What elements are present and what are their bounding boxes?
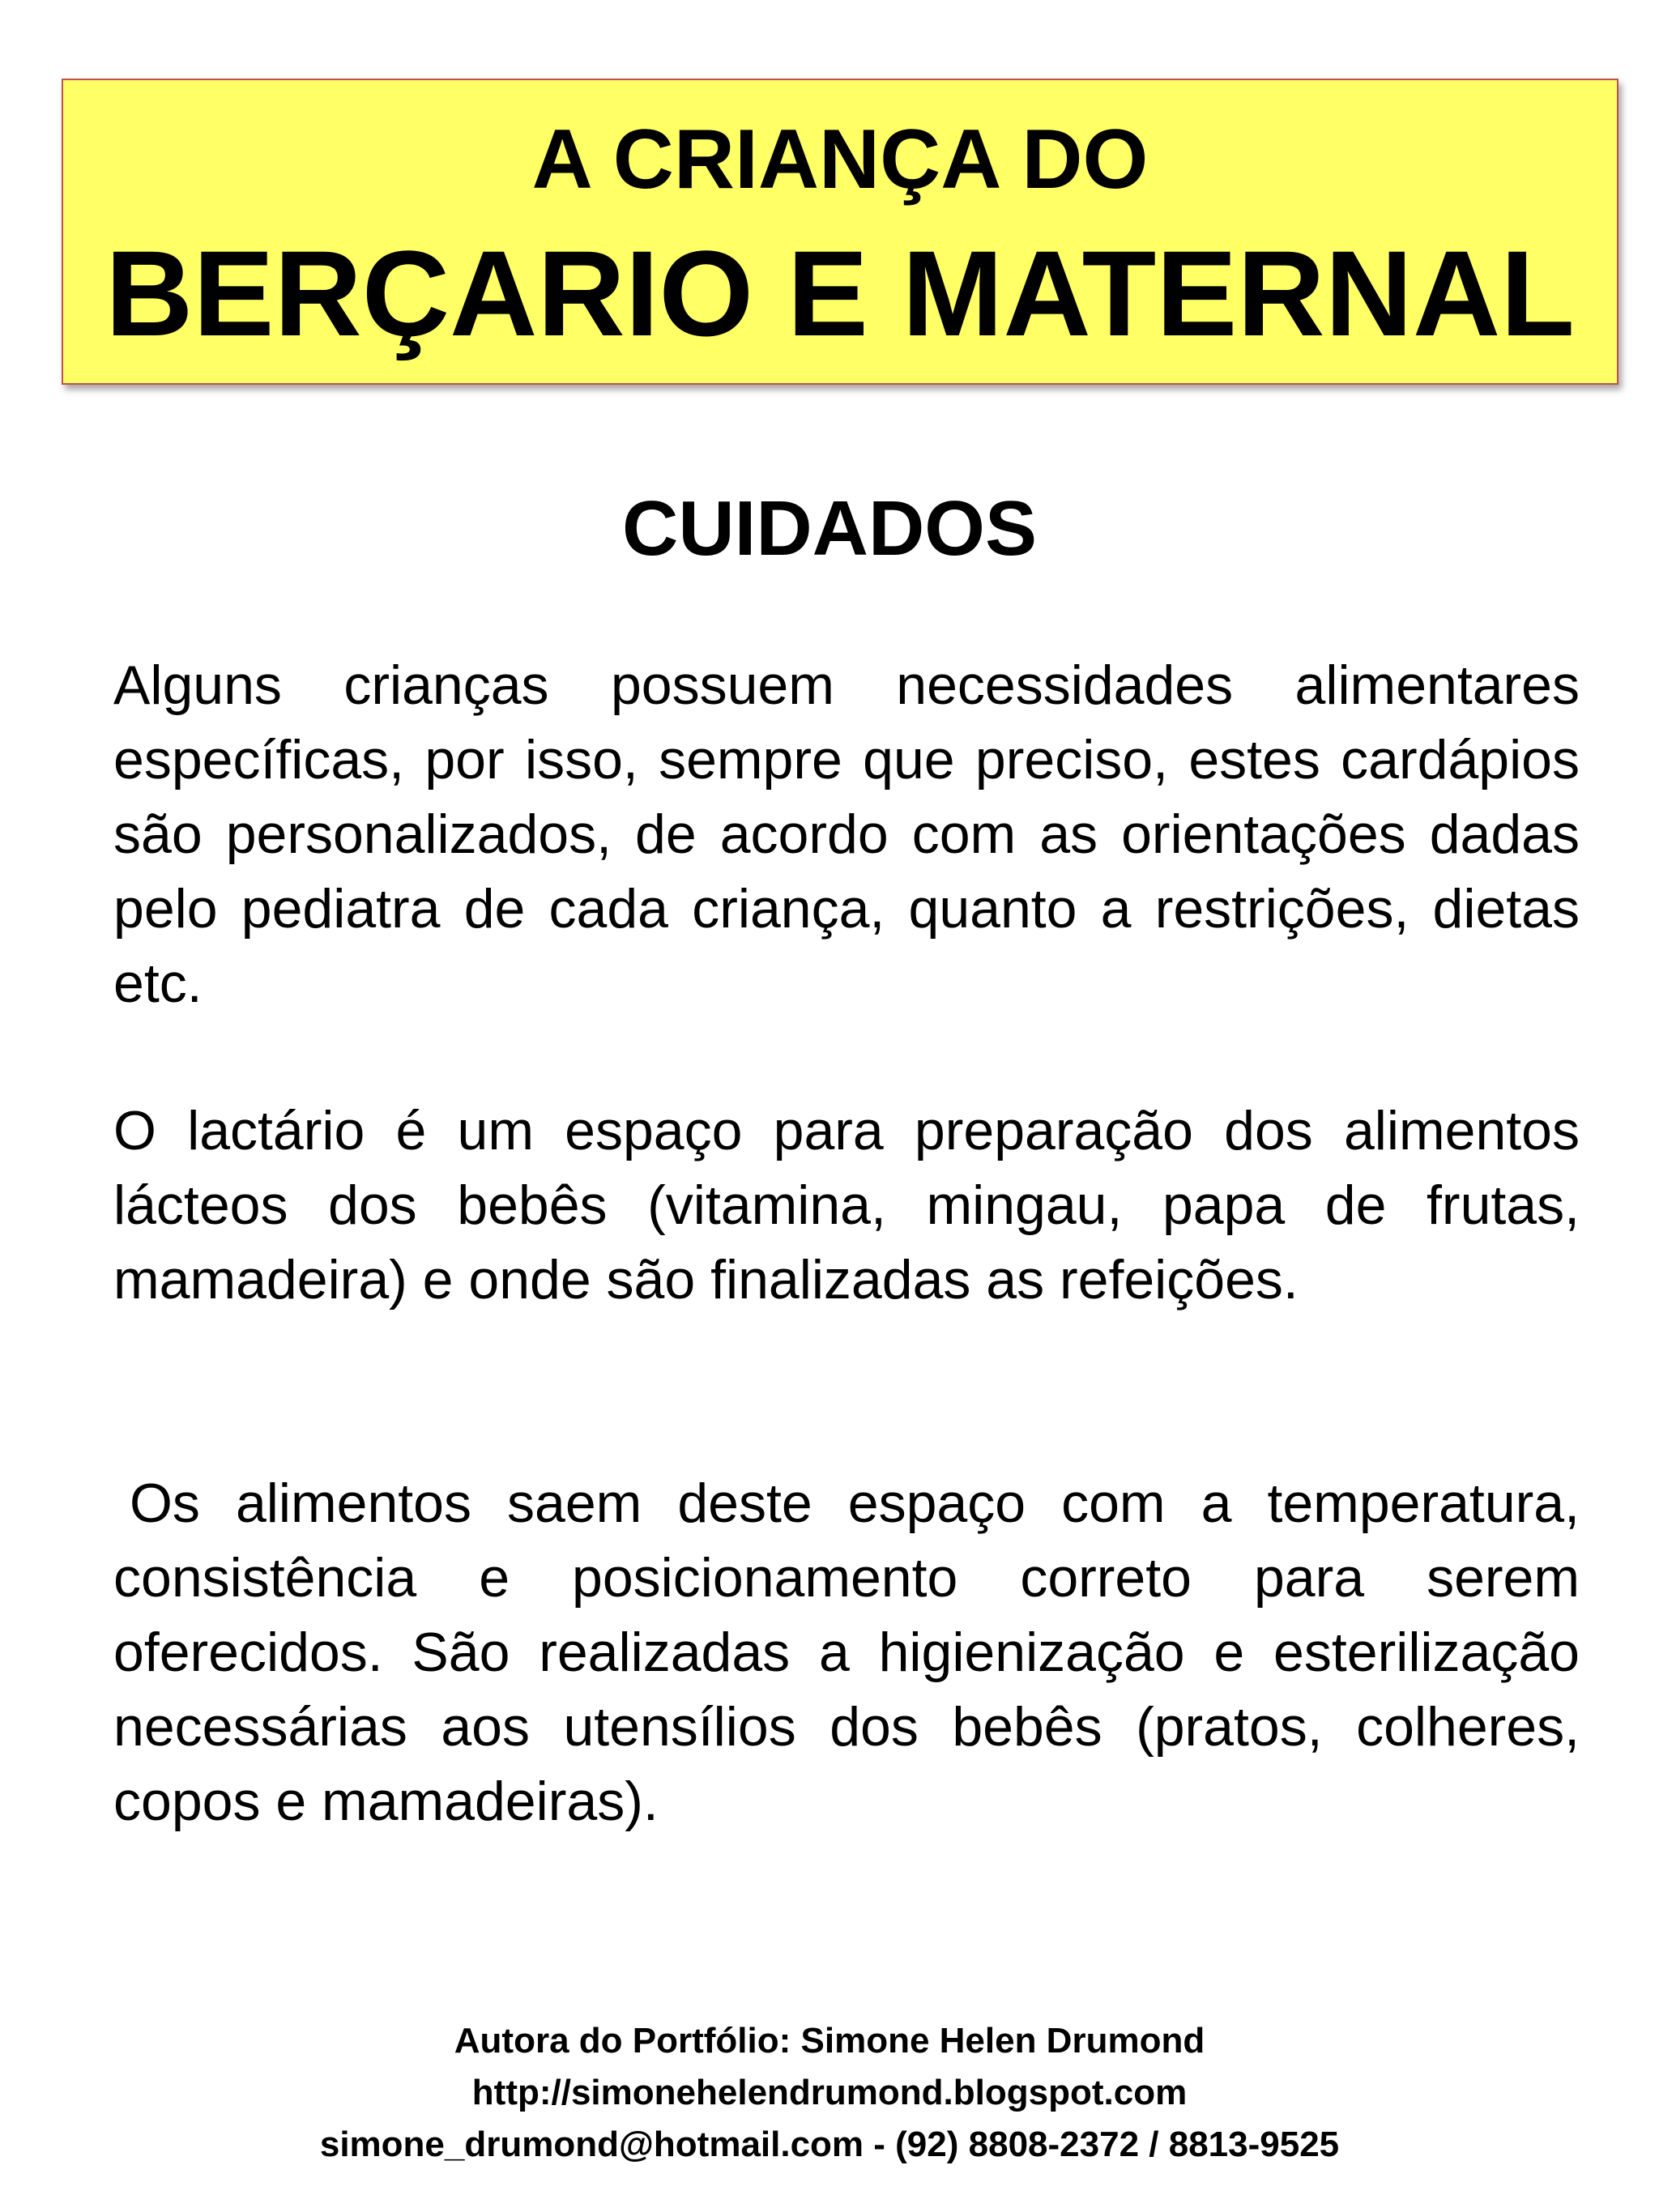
paragraph-lactario: O lactário é um espaço para preparação dos alimentos lácteos dos bebês (vitamina, mingau, papa de frutas, mamadeira) e onde são finalizadas as refeições. [113, 1100, 1580, 1311]
footer [0, 2015, 1659, 2171]
section-heading: CUIDADOS [621, 485, 1037, 572]
paragraph-food-handling: Os alimentos saem deste espaço com a temperatura, consistência e posicionamento correto para serem oferecidos. São realizadas a higienização e esterilização necessárias aos utensílios dos bebês (pratos, colheres, copos e mamadeiras). [113, 1473, 1580, 1832]
footer-blog-url: http://simonehelendrumond.blogspot.com [471, 2073, 1188, 2112]
footer-author: Autora do Portfólio: Simone Helen Drumond [454, 2021, 1205, 2061]
footer-contact: simone_drumond@hotmail.com - (92) 8808-2372 / 8813-9525 [319, 2125, 1340, 2164]
title-banner [62, 79, 1618, 385]
title-line-1: A CRIANÇA DO [531, 113, 1149, 207]
title-line-2: BERÇARIO E MATERNAL [105, 225, 1575, 361]
paragraph-dietary-needs: Alguns crianças possuem necessidades alimentares específicas, por isso, sempre que preciso, estes cardápios são personalizados, de acordo com as orientações dadas pelo pediatra de cada criança, quanto a restrições, dietas etc. [113, 654, 1580, 1014]
